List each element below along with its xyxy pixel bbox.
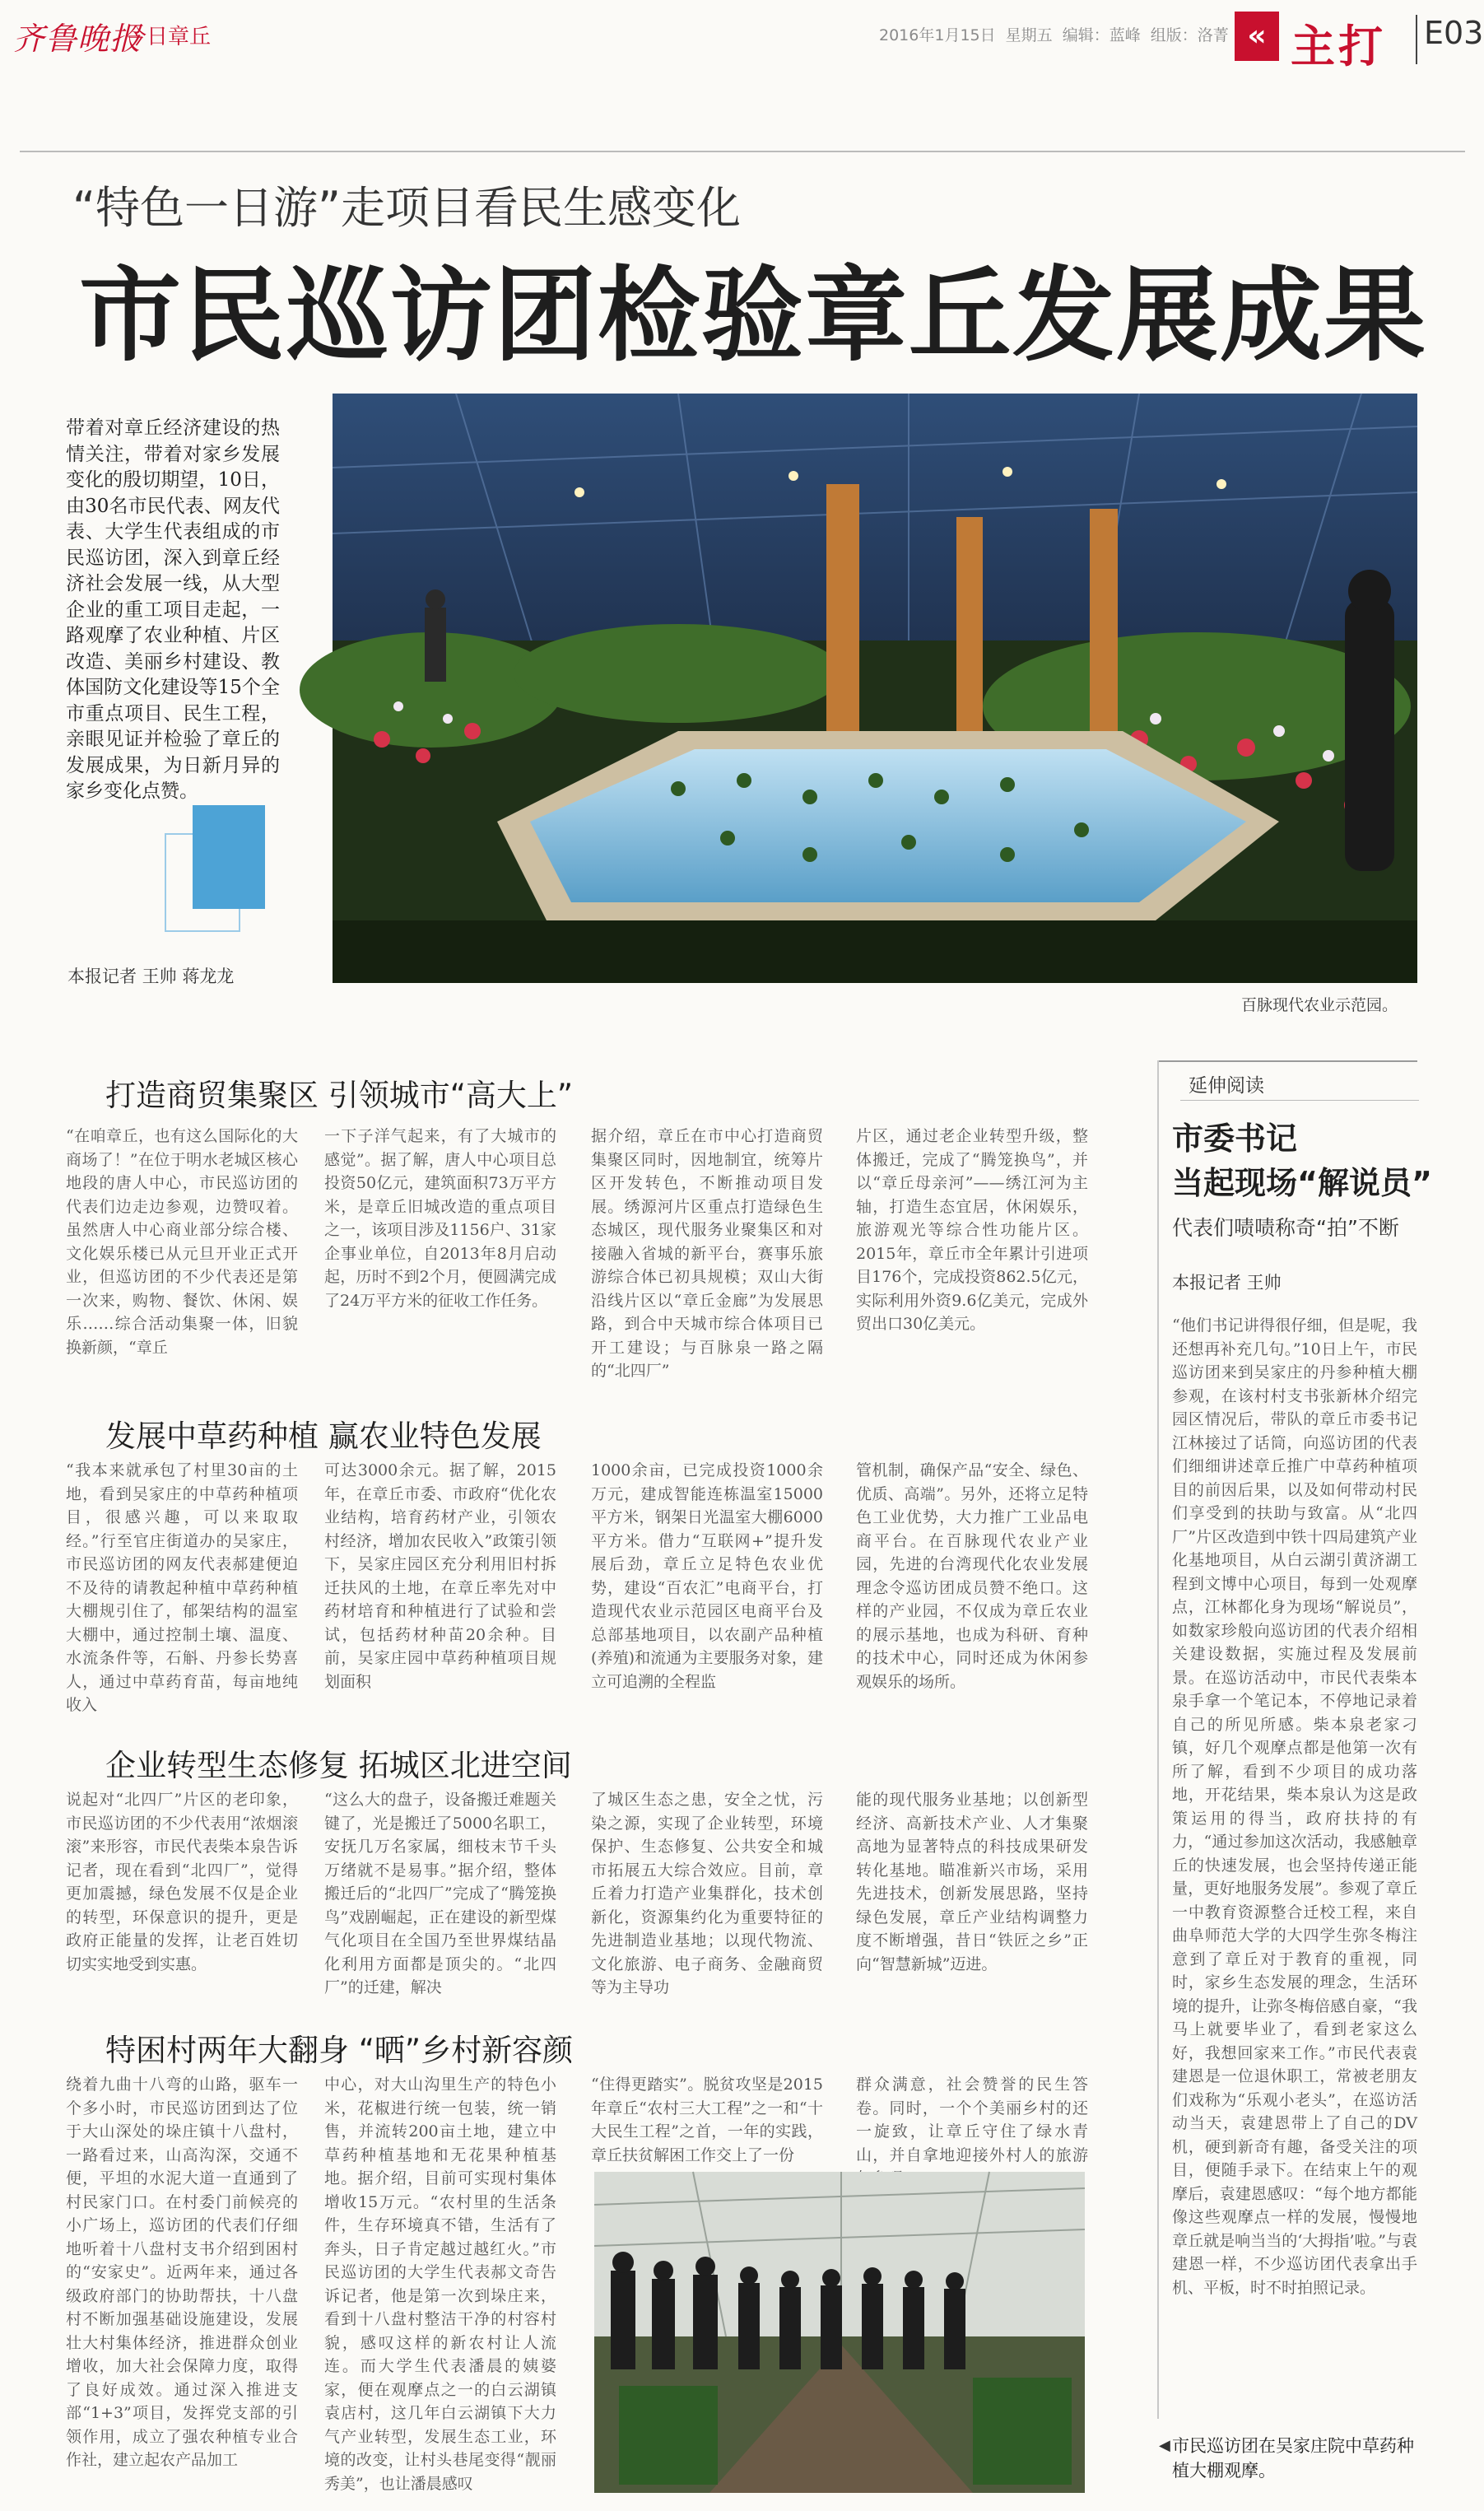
section-title-4: 特困村两年大翻身 “晒”乡村新容颜 bbox=[105, 2033, 574, 2068]
chevron-left-icon: « bbox=[1235, 12, 1279, 61]
sidebar-top-rule bbox=[1159, 1060, 1417, 1062]
issue-meta: 2016年1月15日 星期五 编辑：蓝峰 组版：洛菁 bbox=[879, 26, 1229, 44]
article-headline: 市民巡访团检验章丘发展成果 bbox=[79, 257, 1428, 375]
section-2-column-4: 管机制，确保产品“安全、绿色、优质、高端”。另外，还将立足特色工业优势，大力推广工业品电商平台。在百脉现代农业产业园，先进的台湾现代化农业发展理念令巡访团成员赞不绝口。这样的产业园，不仅成为章丘农业的展示基地，也成为科研、育种的技术中心，同时还成为休闲参观娱乐的场所。 bbox=[856, 1461, 1088, 1691]
page-number: E03 bbox=[1424, 15, 1484, 51]
section-4-column-3: “住得更踏实”。脱贫攻坚是2015年章丘“农村三大工程”之一和“十大民生工程”之首，一年的实践，章丘扶贫解困工作交上了一份 bbox=[591, 2075, 823, 2164]
section-4-column-1: 绕着九曲十八弯的山路，驱车一个多小时，市民巡访团到达了位于大山深处的垛庄镇十八盘村，一路看过来，山高沟深，交通不便，平坦的水泥大道一直通到了村民家门口。在村委门前候亮的小广场上，巡访团的代表们仔细地听着十八盘村支书介绍到困村的“安家史”。近两年来，通过各级政府部门的协助帮扶，十八盘村不断加强基础设施建设，发展壮大村集体经济，推进群众创业增收，加大社会保障力度，取得了良好成效。通过深入推进支部“1+3”项目，发挥党支部的引领作用，成立了强农种植专业合作社，建立起农产品加工 bbox=[66, 2075, 298, 2469]
greenhouse-photo bbox=[333, 394, 1417, 983]
section-1-column-4: 片区，通过老企业转型升级，整体搬迁，完成了“腾笼换鸟”，并以“章丘母亲河”——绣江河为主轴，打造生态宜居，休闲娱乐，旅游观光等综合性功能片区。2015年，章丘市全年累计引进项目176个，完成投资862.5亿元，实际利用外资9.6亿美元，完成外贸出口30亿美元。 bbox=[856, 1127, 1088, 1333]
sidebar-body: “他们书记讲得很仔细，但是呢，我还想再补充几句。”10日上午，市民巡访团来到吴家庄的丹参种植大棚参观，在该村村支书张新林介绍完园区情况后，带队的章丘市委书记江林接过了话筒，向巡访团的代表们细细讲述章丘推广中草药种植项目的前因后果，以及如何带动村民们享受到的扶助与致富。从“北四厂”片区改造到中铁十四局建筑产业化基地项目，从白云湖引黄济湖工程到文博中心项目，每到一处观摩点，江林都化身为现场“解说员”，如数家珍般向巡访团的代表介绍相关建设数据，实施过程及发展前景。在巡访活动中，市民代表柴本泉手拿一个笔记本，不停地记录着自己的所见所感。柴本泉老家刁镇，好几个观摩点都是他第一次有所了解，看到不少项目的成功落地，开花结果，柴本泉认为这是政策运用的得当，政府扶持的有力，“通过参加这次活动，我感触章丘的快速发展，也会坚持传递正能量，更好地服务发展”。参观了章丘一中教育资源整合迁校工程，来自曲阜师范大学的大四学生弥冬梅注意到了章丘对于教育的重视，同时，家乡生态发展的理念，生活环境的提升，让弥冬梅倍感自豪，“我马上就要毕业了，看到老家这么好，我想回家来工作。”市民代表袁建恩是一位退休职工，常被老朋友们戏称为“乐观小老头”，在巡访活动当天，袁建恩带上了自己的DV机，硬到新奇有趣，备受关注的项目，便随手录下。在结束上午的观摩后，袁建恩感叹：“每个地方都能像这些观摩点一样的发展，慢慢地章丘就是响当当的‘大拇指’啦。”与袁建恩一样，不少巡访团代表拿出手机、平板，时不时拍照记录。 bbox=[1172, 1316, 1417, 2297]
section-label: 今日章丘 bbox=[125, 25, 212, 49]
section-2-column-3: 1000余亩，已完成投资1000余万元，建成智能连栋温室15000平方米，钢架日光温室大棚6000平方米。借力“互联网+”提升发展后劲，章丘立足特色农业优势，建设“百农汇”电商平台，打造现代农业示范园区电商平台及总部基地项目，以农副产品种植(养殖)和流通为主要服务对象，建立可追溯的全程监 bbox=[591, 1461, 823, 1691]
section-title-3: 企业转型生态修复 拓城区北进空间 bbox=[105, 1748, 572, 1783]
sidebar-subtitle: 代表们啧啧称奇“拍”不断 bbox=[1172, 1216, 1399, 1240]
sidebar-photo-caption: 市民巡访团在吴家庄院中草药种植大棚观摩。 bbox=[1172, 2436, 1414, 2481]
column-name: 主打 bbox=[1291, 21, 1386, 72]
section-4-column-2: 中心，对大山沟里生产的特色小米，花椒进行统一包装，统一销售，并流转200亩土地，建立中草药种植基地和无花果种植基地。据介绍，目前可实现村集体增收15万元。“农村里的生活条件，生存环境真不错，生活有了奔头，日子肯定越过越红火。”市民巡访团的大学生代表郝文奇告诉记者，他是第一次到垛庄来，看到十八盘村整洁干净的村容村貌，感叹这样的新农村让人流连。而大学生代表潘晨的姨婆家，便在观摩点之一的白云湖镇袁店村，这几年白云湖镇下大力气产业转型，发展生态工业，环境的改变，让村头巷尾变得“靓丽秀美”，也让潘晨感叹 bbox=[324, 2075, 556, 2493]
article-lead: 带着对章丘经济建设的热情关注，带着对家乡发展变化的殷切期望，10日，由30名市民代表、网友代表、大学生代表组成的市民巡访团，深入到章丘经济社会发展一线，从大型企业的重工项目走起，一路观摩了农业种植、片区改造、美丽乡村建设、教体国防文化建设等15个全市重点项目、民生工程，亲眼见证并检验了章丘的发展成果，为日新月异的家乡变化点赞。 bbox=[66, 417, 280, 802]
newspaper-logo: 齐鲁晚报 bbox=[13, 21, 142, 57]
section-3-column-1: 说起对“北四厂”片区的老印象，市民巡访团的不少代表用“浓烟滚滚”来形容，市民代表柴本泉告诉记者，现在看到“北四厂”，觉得更加震撼，绿色发展不仅是企业的转型，环保意识的提升，更是政府正能量的发挥，让老百姓切切实实地受到实惠。 bbox=[66, 1791, 298, 1973]
section-title-2: 发展中草药种植 赢农业特色发展 bbox=[105, 1419, 542, 1454]
section-1-column-3: 据介绍，章丘在市中心打造商贸集聚区同时，因地制宜，统筹片区开发转色，不断推动项目发展。绣源河片区重点打造绿色生态城区，现代服务业聚集区和对接融入省城的新平台，赛事乐旅游综合体已初具规模；双山大街沿线片区以“章丘金廊”为发展思路，到合中天城市综合体项目已开工建设；与百脉泉一路之隔的“北四厂” bbox=[591, 1127, 823, 1380]
section-1-column-1: “在咱章丘，也有这么国际化的大商场了！”在位于明水老城区核心地段的唐人中心，市民巡访团的代表们边走边参观，边赞叹着。虽然唐人中心商业部分综合楼、文化娱乐楼已从元旦开业正式开业，但巡访团的不少代表还是第一次来，购物、餐饮、休闲、娱乐……综合活动集聚一体，旧貌换新颜，“章丘 bbox=[66, 1127, 298, 1357]
article-subheading: “特色一日游”走项目看民生感变化 bbox=[72, 182, 741, 234]
decorative-blue-box bbox=[193, 805, 265, 909]
header-rule bbox=[20, 151, 1465, 152]
section-4-column-4: 群众满意，社会赞誉的民生答卷。同时，一个个美丽乡村的还一旋致，让章丘守住了绿水青山，并自拿地迎接外村人的旅游 bbox=[856, 2075, 1088, 2164]
caption-triangle-icon: ◀ bbox=[1159, 2437, 1170, 2454]
section-1-column-2: 一下子洋气起来，有了大城市的感觉”。据了解，唐人中心项目总投资50亿元，建筑面积73万平方米，是章丘旧城改造的重点项目之一，该项目涉及1156户、31家企事业单位，自2013年8月启动起，历时不到2个月，便圆满完成了24万平方米的征收工作任务。 bbox=[324, 1127, 556, 1310]
section-2-column-1: “我本来就承包了村里30亩的土地，看到吴家庄的中草药种植项目，很感兴趣，可以来取取经。”行至官庄街道办的吴家庄，市民巡访团的网友代表郝建便迫不及待的请教起种植中草药种植大棚规引住了，郁架结构的温室大棚中，通过控制土壤、温度、水流条件等，石斛、丹参长势喜人，通过中草药育苗，每亩地纯收入 bbox=[66, 1461, 298, 1714]
section-title-1: 打造商贸集聚区 引领城市“高大上” bbox=[105, 1078, 574, 1113]
header-divider bbox=[1416, 15, 1417, 64]
sidebar-byline: 本报记者 王帅 bbox=[1172, 1273, 1282, 1293]
section-3-column-4: 能的现代服务业基地；以创新型经济、高新技术产业、人才集聚高地为显著特点的科技成果研发转化基地。瞄准新兴市场，采用先进技术，创新发展思路，坚持绿色发展，章丘产业结构调整力度不断增强，昔日“铁匠之乡”正向“智慧新城”迈进。 bbox=[856, 1791, 1088, 1973]
section-2-column-2: 可达3000余元。据了解，2015年，在章丘市委、市政府“优化农业结构，培育药材产业，引领农村经济，增加农民收入”政策引领下，吴家庄园区充分利用旧村拆迁扶风的土地，在章丘率先对中药材培育和种植进行了试验和尝试，包括药材种苗20余种。目前，吴家庄园中草药种植项目规划面积 bbox=[324, 1461, 556, 1691]
sidebar-tag: 延伸阅读 bbox=[1189, 1075, 1264, 1097]
section-3-column-3: 了城区生态之患，安全之忧，污染之源，实现了企业转型，环境保护、生态修复、公共安全和城市拓展五大综合效应。目前，章丘着力打造产业集群化，技术创新化，资源集约化为重要特征的先进制造业基地；以现代物流、文化旅游、电子商务、金融商贸等为主导功 bbox=[591, 1791, 823, 1996]
sidebar-title-line-1: 市委书记 bbox=[1172, 1120, 1298, 1157]
herb-greenhouse-photo bbox=[594, 2172, 1085, 2493]
photo-caption: 百脉现代农业示范园。 bbox=[1241, 996, 1398, 1014]
sidebar-tag-rule bbox=[1180, 1100, 1419, 1101]
sidebar-title-line-2: 当起现场“解说员” bbox=[1172, 1165, 1432, 1201]
article-byline: 本报记者 王帅 蒋龙龙 bbox=[67, 967, 235, 986]
section-3-column-2: “这么大的盘子，设备搬迁难题关键了，光是搬迁了5000名职工，安抚几万名家属，细枝末节千头万绪就不是易事。”据介绍，整体搬迁后的“北四厂”完成了“腾笼换鸟”戏剧崛起，正在建设的新型煤气化项目在全国乃至世界煤结晶化利用方面都是顶尖的。“北四厂”的迁建，解决 bbox=[324, 1791, 556, 1996]
